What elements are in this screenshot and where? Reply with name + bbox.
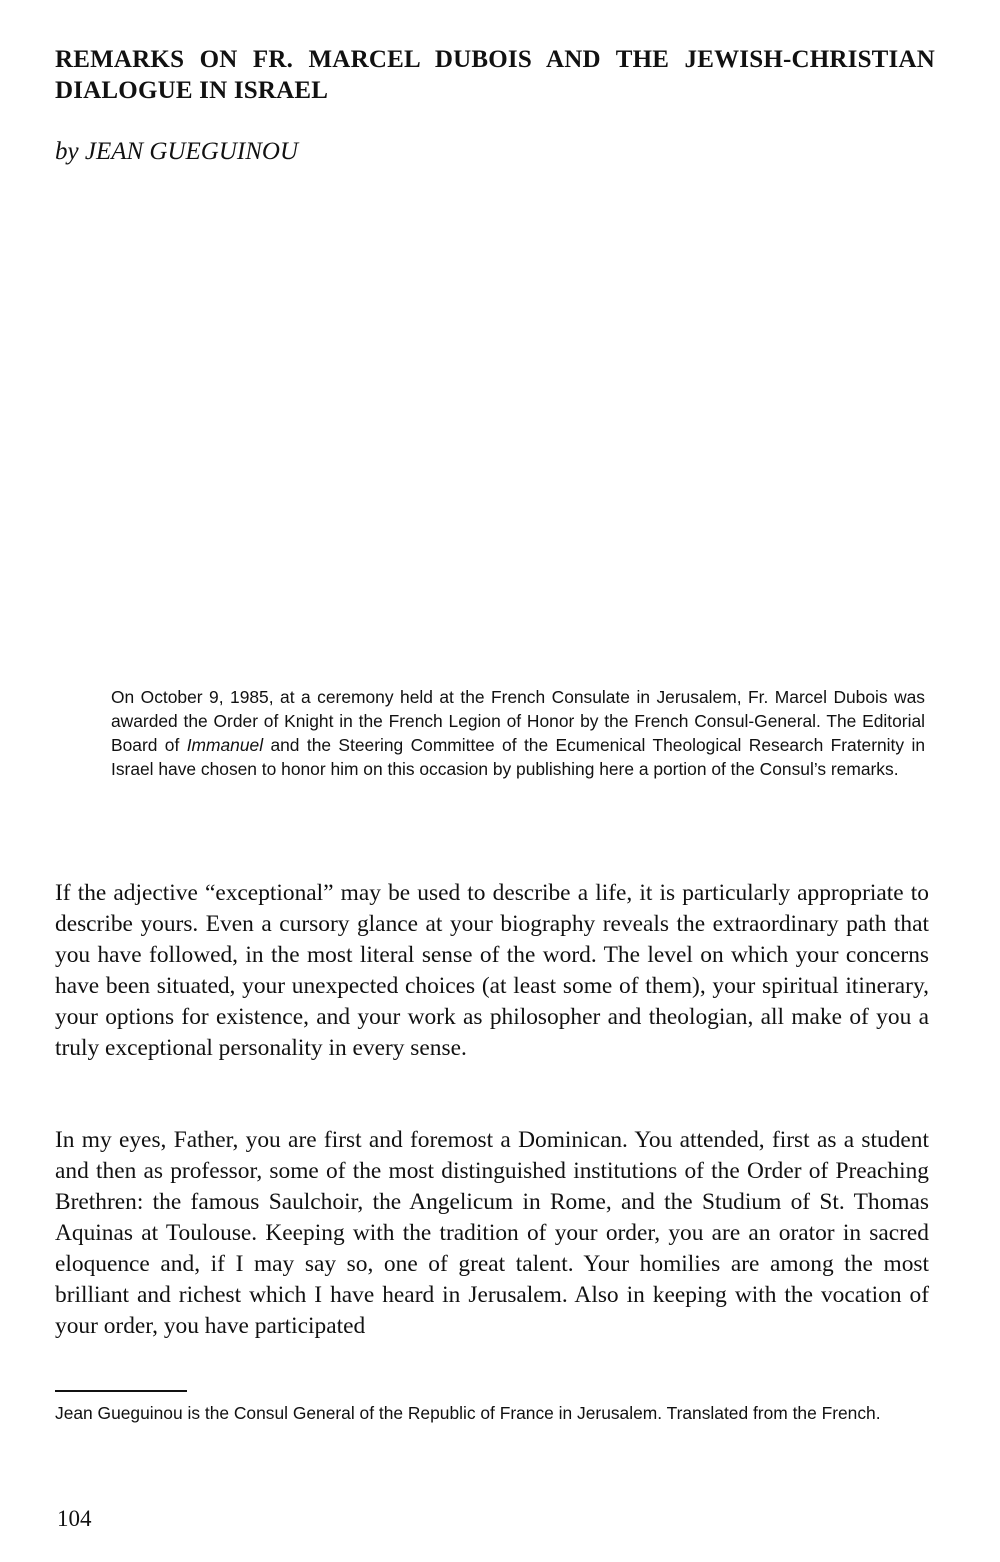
footnote-divider	[55, 1390, 187, 1392]
body-paragraph-1: If the adjective “exceptional” may be used to describe a life, it is particularly appropriate to describe yours. Even a cursory glance at your biography reveals the extraordinary path that you have followed, in the most literal sense of the word. The level on which your concerns have been situated, your unexpected choices (at least some of them), your spiritual itinerary, your options for existence, and your work as philosopher and theologian, all make of you a truly exceptional personality in every sense.	[55, 880, 929, 1061]
author-footnote: Jean Gueguinou is the Consul General of the Republic of France in Jerusalem. Translated from the French.	[55, 1403, 881, 1423]
journal-name: Immanuel	[186, 735, 264, 755]
body-paragraph-2: In my eyes, Father, you are first and foremost a Dominican. You attended, first as a student and then as professor, some of the most distinguished institutions of the Order of Preaching Brethren: the famous Saulchoir, the Angelicum in Rome, and the Studium of St. Thomas Aquinas at Toulouse. Keeping with the tradition of your order, you are an orator in sacred eloquence and, if I may say so, one of great talent. Your homilies are among the most brilliant and richest which I have heard in Jerusalem. Also in keeping with the vocation of your order, you have participated	[55, 1127, 929, 1339]
author-name: JEAN GUEGUINOU	[84, 138, 299, 165]
intro-text-before: On October 9, 1985, at a ceremony held at the French Consulate in Jerusalem, Fr. Marcel Dubois was awarded the Order of Knight in the French Legion of Honor by the French Consul-General. The Editorial Board of	[111, 687, 925, 755]
page-number: 104	[57, 1506, 92, 1531]
editorial-introduction	[111, 685, 925, 781]
article-title: REMARKS ON FR. MARCEL DUBOIS AND THE JEWISH-CHRISTIAN DIALOGUE IN ISRAEL	[55, 46, 935, 104]
byline	[55, 136, 298, 167]
intro-text-after: and the Steering Committee of the Ecumenical Theological Research Fraternity in Israel have chosen to honor him on this occasion by publishing here a portion of the Consul’s remarks.	[111, 735, 926, 779]
byline-prefix: by	[55, 138, 79, 165]
